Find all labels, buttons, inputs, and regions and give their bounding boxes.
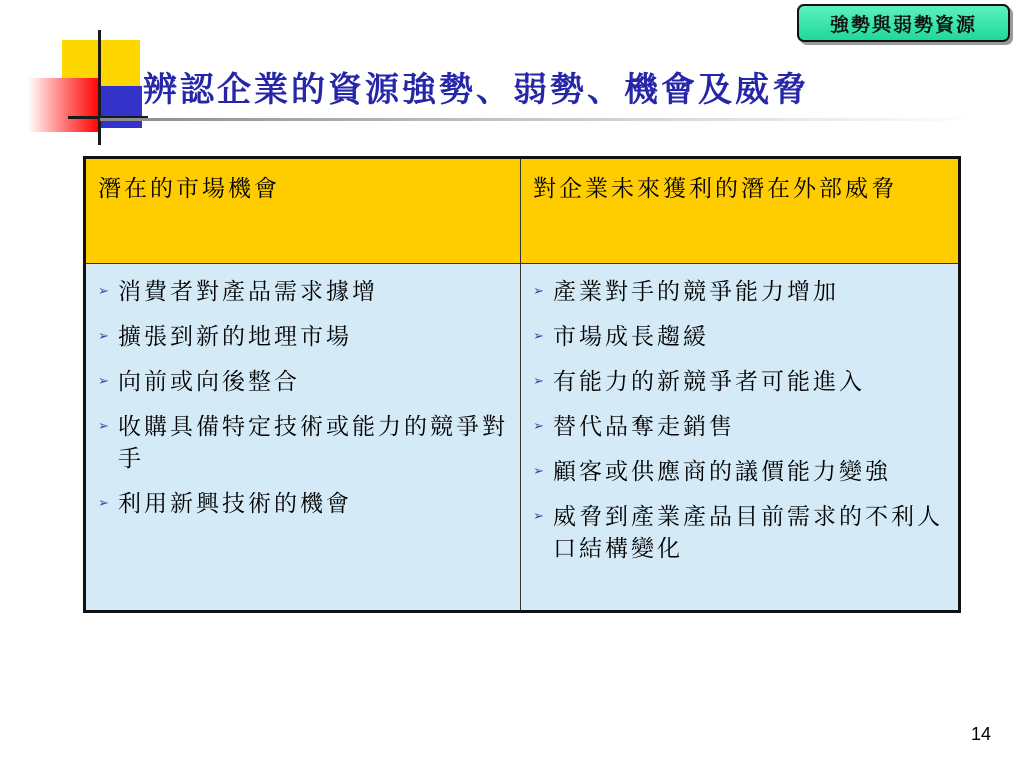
arrow-bullet-icon: ➢: [98, 374, 112, 389]
list-item: [98, 321, 510, 353]
opportunity-text: 利用新興技術的機會: [118, 491, 352, 517]
list-item: [98, 488, 510, 520]
swot-table: [83, 156, 961, 613]
threat-text: 顧客或供應商的議價能力變強: [553, 459, 891, 485]
table-body-row: [85, 264, 960, 612]
threat-text: 有能力的新競爭者可能進入: [553, 369, 865, 395]
table-header-row: [85, 158, 960, 264]
threats-list: [533, 276, 948, 565]
slide-title: 辨認企業的資源強勢、弱勢、機會及威脅: [143, 70, 809, 110]
list-item: [533, 411, 948, 443]
decor-vertical-line: [98, 30, 101, 145]
arrow-bullet-icon: ➢: [533, 509, 547, 524]
arrow-bullet-icon: ➢: [98, 419, 112, 434]
arrow-bullet-icon: ➢: [98, 329, 112, 344]
arrow-bullet-icon: ➢: [98, 496, 112, 511]
arrow-bullet-icon: ➢: [533, 374, 547, 389]
threats-cell: [521, 264, 960, 612]
decor-blue-square: [100, 86, 142, 128]
opportunity-text: 擴張到新的地理市場: [118, 324, 352, 350]
page-number: 14: [970, 724, 991, 744]
threat-text: 產業對手的競爭能力增加: [553, 279, 839, 305]
list-item: [533, 321, 948, 353]
threat-text: 替代品奪走銷售: [553, 414, 735, 440]
list-item: [98, 366, 510, 398]
section-badge: 強勢與弱勢資源: [797, 4, 1010, 42]
arrow-bullet-icon: ➢: [533, 284, 547, 299]
opportunities-cell: [85, 264, 521, 612]
arrow-bullet-icon: ➢: [98, 284, 112, 299]
title-underline-rule: [100, 118, 980, 121]
arrow-bullet-icon: ➢: [533, 419, 547, 434]
list-item: [98, 411, 510, 475]
threat-text: 威脅到產業產品目前需求的不利人口結構變化: [553, 504, 943, 562]
opportunities-list: [98, 276, 510, 520]
arrow-bullet-icon: ➢: [533, 329, 547, 344]
list-item: [98, 276, 510, 308]
header-threats: 對企業未來獲利的潛在外部威脅: [521, 158, 960, 264]
threat-text: 市場成長趨緩: [553, 324, 709, 350]
list-item: [533, 276, 948, 308]
arrow-bullet-icon: ➢: [533, 464, 547, 479]
list-item: [533, 366, 948, 398]
list-item: [533, 501, 948, 565]
decor-red-gradient-block: [28, 78, 100, 132]
opportunity-text: 消費者對產品需求據增: [118, 279, 378, 305]
opportunity-text: 收購具備特定技術或能力的競爭對手: [118, 414, 508, 472]
opportunity-text: 向前或向後整合: [118, 369, 300, 395]
header-opportunities: 潛在的市場機會: [85, 158, 521, 264]
list-item: [533, 456, 948, 488]
